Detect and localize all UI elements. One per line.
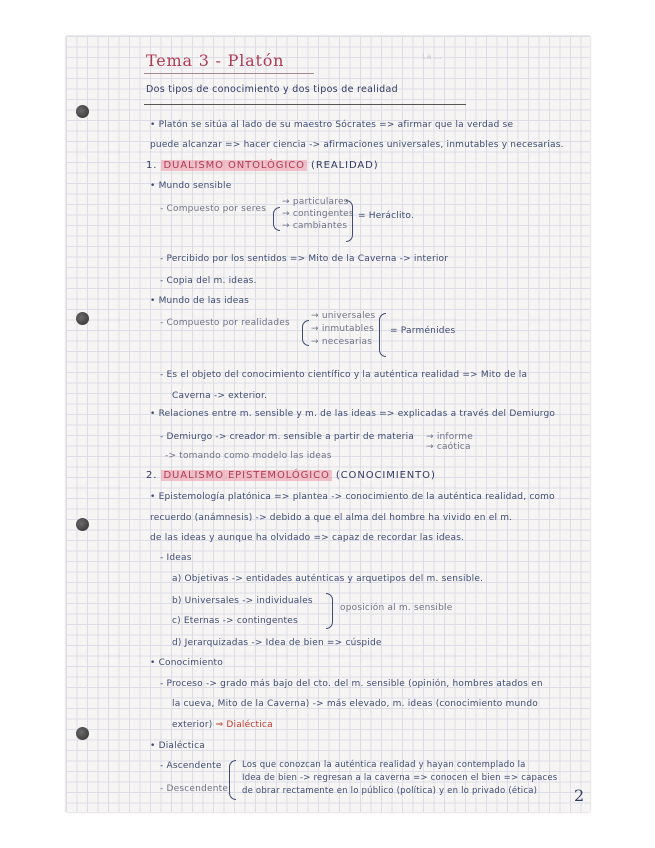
relaciones-line: • Relaciones entre m. sensible y m. de las ideas => explicadas a través del Demiurgo — [150, 409, 556, 419]
exterior-line — [172, 720, 273, 730]
bracket — [229, 760, 236, 800]
dialectica-line: de obrar rectamente en lo público (política) y en lo privado (ética) — [242, 786, 538, 796]
modelo-line: -> tomando como modelo las ideas — [165, 451, 332, 461]
list-item: → contingentes — [282, 209, 354, 219]
compuesto-line: - Compuesto por seres — [160, 204, 267, 214]
list-item: → universales — [311, 311, 376, 321]
ideas-c: c) Eternas -> contingentes — [172, 616, 298, 626]
demiurgo-line: - Demiurgo -> creador m. sensible a partir de materia — [160, 432, 414, 442]
ascendente: - Ascendente — [160, 761, 222, 771]
punch-hole — [76, 105, 89, 118]
section-number: 2. — [146, 470, 158, 481]
subtitle-underline — [144, 104, 466, 105]
section-heading-1 — [146, 160, 379, 171]
bracket — [346, 200, 353, 242]
page-title: Tema 3 - Platón — [146, 51, 285, 70]
list-item: → necesarias — [311, 337, 373, 347]
exterior-text: exterior) — [172, 720, 213, 730]
page-number: 2 — [574, 786, 585, 805]
materia-item: → informe — [426, 432, 473, 442]
conocimiento-heading: • Conocimiento — [150, 658, 223, 668]
epistemologia-line: recuerdo (anámnesis) -> debido a que el alma del hombre ha vivido en el m. — [150, 513, 513, 523]
section-rest: (CONOCIMIENTO) — [335, 470, 436, 481]
dialectica-emphasis: Dialéctica — [226, 720, 273, 730]
punch-hole — [76, 518, 89, 531]
ideas-a: a) Objetivas -> entidades auténticas y arquetipos del m. sensible. — [172, 574, 484, 584]
dialectica-line: Idea de bien -> regresan a la caverna => conocen el bien => capaces — [242, 773, 558, 783]
bracket — [273, 207, 280, 231]
section-rest: (REALIDAD) — [311, 160, 379, 171]
list-item: → inmutables — [311, 324, 374, 334]
bracket — [302, 320, 309, 346]
compuesto-line: - Compuesto por realidades — [160, 318, 290, 328]
ideas-b: b) Universales -> individuales — [172, 596, 313, 606]
list-item: → cambiantes — [282, 221, 348, 231]
ideas-heading: - Ideas — [160, 553, 192, 563]
punch-hole — [76, 727, 89, 740]
intro-line: puede alcanzar => hacer ciencia -> afirmaciones universales, inmutables y necesarias. — [150, 140, 564, 150]
faint-note: La ... — [422, 52, 442, 61]
copia-line: - Copia del m. ideas. — [160, 276, 257, 286]
dialectica-line: Los que conozcan la auténtica realidad y hayan contemplado la — [242, 760, 526, 770]
caverna-line: Caverna -> exterior. — [172, 391, 268, 401]
descendente: - Descendente — [160, 784, 229, 794]
materia-item: → caótica — [426, 442, 471, 452]
section-number: 1. — [146, 160, 158, 171]
arrow-icon: ⇒ — [215, 720, 224, 730]
conocimiento-line: - Proceso -> grado más bajo del cto. del m. sensible (opinión, hombres atados en — [160, 679, 543, 689]
section-highlight: DUALISMO ONTOLÓGICO — [163, 160, 305, 171]
mundo-sensible-heading: • Mundo sensible — [150, 181, 232, 191]
epistemologia-line: • Epistemología platónica => plantea -> conocimiento de la auténtica realidad, como — [150, 492, 555, 502]
punch-hole — [76, 312, 89, 325]
intro-line: • Platón se sitúa al lado de su maestro Sócrates => afirmar que la verdad se — [150, 120, 514, 130]
page-subtitle: Dos tipos de conocimiento y dos tipos de realidad — [146, 84, 398, 95]
parmenides: = Parménides — [390, 326, 456, 336]
section-heading-2 — [146, 470, 436, 481]
dialectica-heading: • Dialéctica — [150, 741, 205, 751]
bracket — [379, 313, 386, 357]
section-highlight: DUALISMO EPISTEMOLÓGICO — [163, 470, 330, 481]
conocimiento-line: la cueva, Mito de la Caverna) -> más elevado, m. ideas (conocimiento mundo — [172, 699, 538, 709]
notebook-page — [66, 36, 590, 812]
percibido-line: - Percibido por los sentidos => Mito de la Caverna -> interior — [160, 254, 449, 264]
objeto-line: - Es el objeto del conocimiento científico y la auténtica realidad => Mito de la — [160, 370, 528, 380]
oposicion-note: oposición al m. sensible — [340, 603, 453, 613]
title-underline — [144, 73, 314, 74]
epistemologia-line: de las ideas y aunque ha olvidado => capaz de recordar las ideas. — [150, 533, 465, 543]
heraclito: = Heráclito. — [358, 211, 415, 221]
bracket — [326, 593, 333, 629]
list-item: → particulares — [282, 197, 349, 207]
mundo-ideas-heading: • Mundo de las ideas — [150, 296, 250, 306]
ideas-d: d) Jerarquizadas -> Idea de bien => cúspide — [172, 638, 382, 648]
